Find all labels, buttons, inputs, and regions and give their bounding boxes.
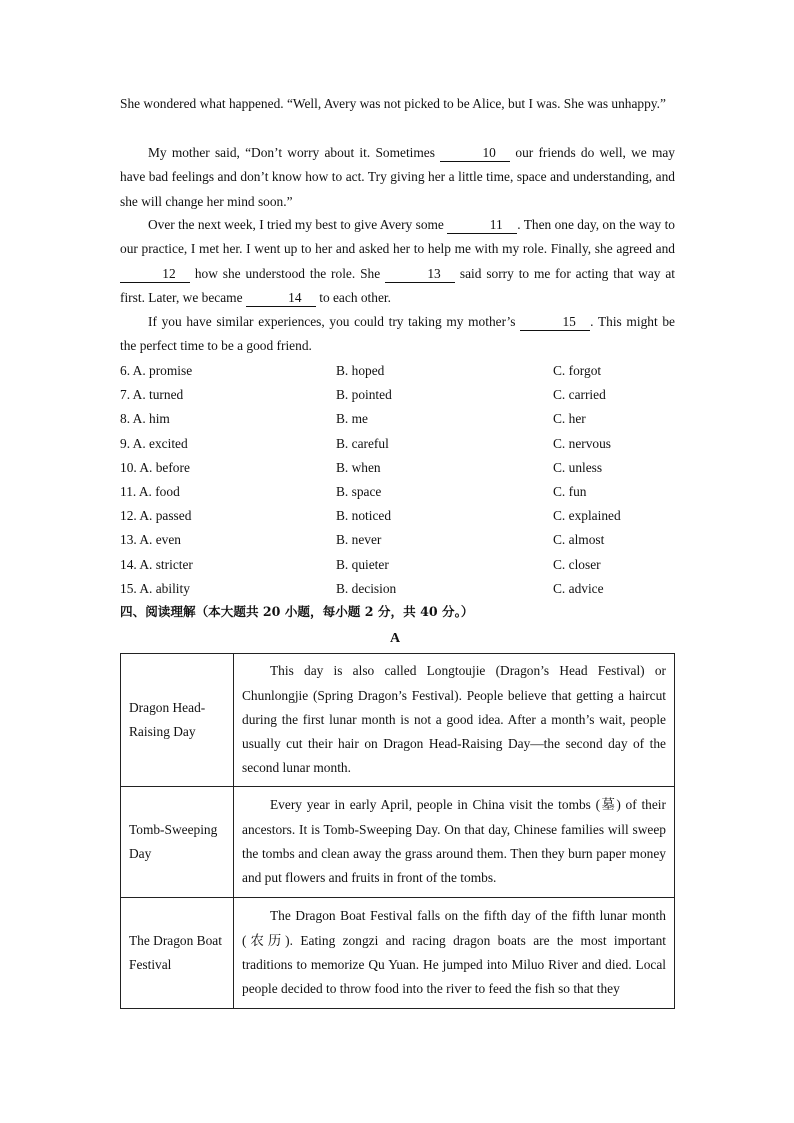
festival-name: Tomb-Sweeping Day [121,787,234,898]
option-b: B. space [336,483,382,499]
option-b: B. noticed [336,508,392,524]
paragraph-3-text-c: how she understood the role. She [190,265,386,281]
paragraph-4-text-a: If you have similar experiences, you could try taking my mother’s [148,314,521,329]
option-c: C. nervous [553,435,612,451]
option-a: 11. A. food [120,483,180,499]
option-c: C. fun [553,483,587,499]
option-c: C. explained [553,508,621,524]
festival-description: This day is also called Longtoujie (Dragon’s Head Festival) or Chunlongjie (Spring Dragon’s Festival). People believe that getting a haircut during the first lunar month is not a good idea. After a month’s wait, people usually cut their hair on Dragon Head-Raising Day—the second day of the second lunar month. [234,654,675,787]
option-row [120,553,680,577]
festival-name: The Dragon Boat Festival [121,898,234,1009]
paragraph-3 [120,213,675,310]
passage-label: A [390,631,401,646]
option-b: B. quieter [336,556,389,572]
option-c: C. almost [553,532,605,548]
blank-12: 12 [120,266,190,283]
paragraph-1 [120,92,675,116]
option-a: 6. A. promise [120,363,193,378]
paragraph-2-text-a: My mother said, “Don’t worry about it. Sometimes [148,145,441,160]
option-c: C. carried [553,387,606,403]
paragraph-2-text-b: our friends do well, we may have bad feelings and don’t know how to act. Try giving her a little time, space and understanding, and she will change her mind soon.” [120,145,675,209]
option-c: C. advice [553,580,604,596]
paragraph-3-text-e: to each other. [315,289,391,305]
option-c: C. her [553,411,586,427]
option-b: B. pointed [336,387,392,403]
paragraph-3-text-b: . Then one day, on the way to our practice, I met her. I went up to her and asked her to help me with my role. Finally, she agreed and [120,217,675,257]
option-b: B. hoped [336,363,385,378]
table-row [121,787,675,898]
option-a: 9. A. excited [120,435,188,451]
option-a: 15. A. ability [120,580,190,596]
festival-table [120,653,675,1009]
paragraph-2 [120,141,675,214]
festival-description: The Dragon Boat Festival falls on the fifth day of the fifth lunar month (农历). Eating zongzi and racing dragon boats are the most important traditions to memorize Qu Yuan. He jumped into Miluo River and died. Local people decided to throw food into the river to feed the fish so that they [234,898,675,1009]
option-a: 7. A. turned [120,387,184,403]
section-heading: 四、阅读理解（本大题共 20 小题，每小题 2 分，共 40 分。） [120,604,474,619]
option-row [120,504,680,528]
paragraph-3-text-a: Over the next week, I tried my best to give Avery some [148,217,448,232]
option-row [120,383,680,407]
paragraph-1-text: She wondered what happened. “Well, Avery was not picked to be Alice, but I was. She was unhappy.” [120,96,666,111]
table-row [121,898,675,1009]
option-row [120,407,680,431]
blank-13: 13 [385,266,455,283]
option-row [120,480,680,504]
blank-10: 10 [440,145,510,162]
festival-name: Dragon Head-Raising Day [121,654,234,787]
option-a: 12. A. passed [120,508,192,524]
option-row [120,577,680,601]
option-b: B. never [336,532,382,548]
paragraph-4 [120,310,675,359]
festival-description: Every year in early April, people in China visit the tombs (墓) of their ancestors. It is Tomb-Sweeping Day. On that day, Chinese families will sweep the tombs and clean away the grass around them. Then they burn paper money and put flowers and fruits in front of the tombs. [234,787,675,898]
answer-options [120,359,680,601]
option-a: 14. A. stricter [120,556,193,572]
option-a: 8. A. him [120,411,170,427]
option-b: B. decision [336,580,397,596]
option-a: 13. A. even [120,532,181,548]
blank-14: 14 [246,290,316,307]
option-a: 10. A. before [120,459,190,475]
option-b: B. me [336,411,368,427]
paragraph-4-text-b: . This might be the perfect time to be a good friend. [120,314,675,354]
option-c: C. unless [553,459,603,475]
option-c: C. closer [553,556,601,572]
option-row [120,456,680,480]
option-b: B. careful [336,435,389,451]
option-c: C. forgot [553,363,602,378]
blank-11: 11 [447,217,517,234]
option-row [120,528,680,552]
option-row [120,432,680,456]
paragraph-3-text-d: said sorry to me for acting that way at first. Later, we became [120,265,675,305]
blank-15: 15 [520,314,590,331]
table-row [121,654,675,787]
option-row [120,359,680,383]
option-b: B. when [336,459,381,475]
